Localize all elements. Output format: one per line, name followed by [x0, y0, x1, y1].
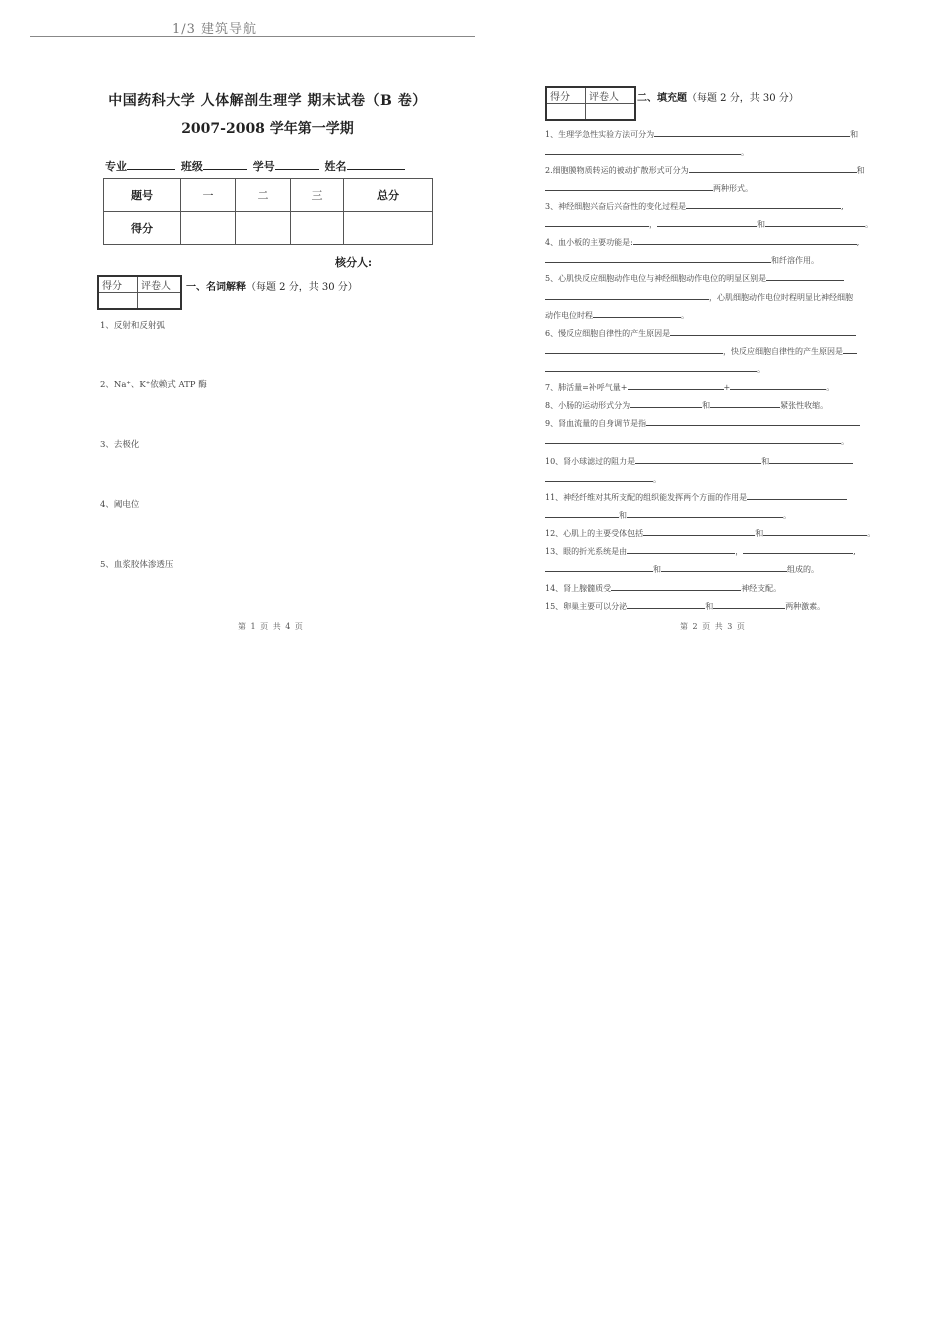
- fill-question-5-cont2: 动作电位时程 。: [545, 311, 689, 320]
- blank[interactable]: [710, 399, 780, 408]
- score-table-header-row: [104, 179, 433, 212]
- fill-question-10-cont: 。: [545, 473, 875, 485]
- left-grader-box: [97, 275, 182, 310]
- question-3: 3、去极化: [100, 440, 140, 450]
- fill-question-13-cont: 和 组成的。: [545, 563, 875, 575]
- grader-name-label: 评卷人: [586, 87, 636, 104]
- question-4: 4、阈电位: [100, 500, 140, 510]
- section-1-title: 一、名词解释: [186, 282, 246, 293]
- blank[interactable]: [545, 345, 723, 354]
- fill-question-1: 1、生理学急性实验方法可分为 和: [545, 130, 859, 139]
- score-table: [103, 178, 433, 245]
- fill-question-12: 12、心肌上的主要受体包括 和 。: [545, 529, 876, 538]
- blank[interactable]: [657, 218, 757, 227]
- exam-title: 中国药科大学 人体解剖生理学 期末试卷（B 卷）: [108, 93, 427, 109]
- blank[interactable]: [713, 600, 785, 609]
- student-id-field[interactable]: [275, 159, 319, 170]
- score-table-score-row: [104, 212, 433, 245]
- student-id-label: 学号: [252, 160, 275, 173]
- fill-question-7: 7、肺活量=补呼气量+ + 。: [545, 383, 835, 392]
- blank[interactable]: [545, 218, 649, 227]
- blank[interactable]: [545, 563, 653, 572]
- fill-question-5-cont: ，心肌细胞动作电位时程明显比神经细胞: [545, 291, 875, 303]
- header-text: 1/3 建筑导航: [172, 22, 258, 37]
- blank[interactable]: [545, 291, 709, 300]
- checker-label: 核分人:: [335, 256, 373, 269]
- blank[interactable]: [843, 345, 857, 354]
- fill-question-10: 10、肾小球滤过的阻力是 和: [545, 455, 875, 467]
- fill-question-6: 6、慢反应细胞自律性的产生原因是: [545, 327, 875, 339]
- section-1-heading: [186, 278, 358, 293]
- blank[interactable]: [670, 327, 856, 336]
- right-grader-box: [545, 86, 636, 121]
- blank[interactable]: [627, 509, 783, 518]
- grader-score-label: 得分: [98, 276, 138, 293]
- major-label: 专业: [105, 160, 127, 173]
- section-2-title: 二、填充题: [637, 93, 687, 104]
- blank[interactable]: [545, 254, 771, 263]
- blank[interactable]: [646, 417, 860, 426]
- blank[interactable]: [689, 164, 857, 173]
- blank[interactable]: [769, 455, 853, 464]
- header-question-no: 题号: [104, 179, 181, 212]
- blank[interactable]: [747, 491, 847, 500]
- fill-question-13: 13、眼的折光系统是由 ， ,: [545, 547, 856, 556]
- section-1-note: （每题 2 分，共 30 分）: [246, 282, 358, 293]
- fill-question-11-cont: 和 。: [545, 509, 875, 521]
- fill-question-4-cont: 和纤溶作用。: [545, 254, 875, 266]
- blank[interactable]: [743, 545, 853, 554]
- blank[interactable]: [545, 435, 841, 444]
- blank[interactable]: [545, 509, 619, 518]
- blank[interactable]: [630, 399, 702, 408]
- left-grader-box-wrap: [97, 275, 182, 310]
- grader-name-cell[interactable]: [586, 104, 636, 121]
- blank[interactable]: [643, 527, 755, 536]
- blank[interactable]: [545, 146, 741, 155]
- score-cell-3[interactable]: [291, 212, 344, 245]
- fill-question-3-cont: ， 和 。: [545, 218, 875, 230]
- row-label-score: 得分: [104, 212, 181, 245]
- blank[interactable]: [766, 272, 844, 281]
- blank[interactable]: [593, 309, 681, 318]
- grader-score-cell[interactable]: [98, 293, 138, 310]
- grader-name-cell[interactable]: [138, 293, 182, 310]
- fill-question-9-cont: 。: [545, 435, 875, 447]
- blank[interactable]: [635, 455, 761, 464]
- header-part-3: 三: [291, 179, 344, 212]
- fill-question-2: 2.细胞膜物质转运的被动扩散形式可分为 和: [545, 166, 865, 175]
- grader-name-label: 评卷人: [138, 276, 182, 293]
- score-cell-1[interactable]: [181, 212, 236, 245]
- major-field[interactable]: [127, 159, 175, 170]
- score-cell-2[interactable]: [236, 212, 291, 245]
- blank[interactable]: [545, 473, 653, 482]
- section-2-heading: [637, 89, 799, 104]
- name-field[interactable]: [347, 159, 405, 170]
- blank[interactable]: [627, 545, 735, 554]
- blank[interactable]: [611, 582, 741, 591]
- header-total: 总分: [344, 179, 433, 212]
- blank[interactable]: [545, 182, 713, 191]
- fill-question-8: 8、小肠的运动形式分为 和 紧张性收缩。: [545, 401, 829, 410]
- fill-question-6-cont: ，快反应细胞自律性的产生原因是: [545, 345, 875, 357]
- blank[interactable]: [628, 381, 724, 390]
- fill-question-2-cont: 两种形式。: [545, 182, 875, 194]
- fill-question-4: 4、血小板的主要功能是: ,: [545, 238, 860, 247]
- grader-score-label: 得分: [546, 87, 586, 104]
- blank[interactable]: [545, 363, 757, 372]
- question-2: 2、Na⁺、K⁺依赖式 ATP 酶: [100, 380, 207, 390]
- blank[interactable]: [763, 527, 867, 536]
- blank[interactable]: [654, 128, 850, 137]
- grader-score-cell[interactable]: [546, 104, 586, 121]
- right-grader-box-wrap: [545, 86, 636, 121]
- class-label: 班级: [180, 160, 203, 173]
- header-part-1: 一: [181, 179, 236, 212]
- exam-term: 2007-2008 学年第一学期: [181, 121, 354, 137]
- question-5: 5、血浆胶体渗透压: [100, 560, 174, 570]
- blank[interactable]: [730, 381, 826, 390]
- fill-question-1-cont: 。: [545, 146, 875, 158]
- blank[interactable]: [686, 200, 841, 209]
- blank[interactable]: [661, 563, 787, 572]
- name-label: 姓名: [324, 160, 347, 173]
- fill-question-6-cont2: 。: [545, 363, 875, 375]
- section-2-note: （每题 2 分，共 30 分）: [687, 93, 799, 104]
- fill-question-3: 3、神经细胞兴奋后兴奋性的变化过程是 ,: [545, 202, 844, 211]
- fill-question-9: 9、肾血流量的自身调节是指: [545, 417, 875, 429]
- blank[interactable]: [627, 600, 705, 609]
- fill-question-11: 11、神经纤维对其所支配的组织能发挥两个方面的作用是: [545, 491, 875, 503]
- right-page-number: 第 2 页 共 3 页: [680, 622, 746, 631]
- blank[interactable]: [765, 218, 865, 227]
- fill-question-14: 14、肾上腺髓质受 神经支配。: [545, 584, 782, 593]
- score-cell-total[interactable]: [344, 212, 433, 245]
- left-page-number: 第 1 页 共 4 页: [238, 622, 304, 631]
- blank[interactable]: [633, 236, 857, 245]
- header-part-2: 二: [236, 179, 291, 212]
- question-1: 1、反射和反射弧: [100, 321, 165, 331]
- class-field[interactable]: [203, 159, 247, 170]
- fill-question-5: 5、心肌快反应细胞动作电位与神经细胞动作电位的明显区别是: [545, 272, 875, 284]
- student-info-row: [105, 158, 407, 174]
- fill-question-15: 15、卵巢主要可以分泌 和 两种激素。: [545, 602, 826, 611]
